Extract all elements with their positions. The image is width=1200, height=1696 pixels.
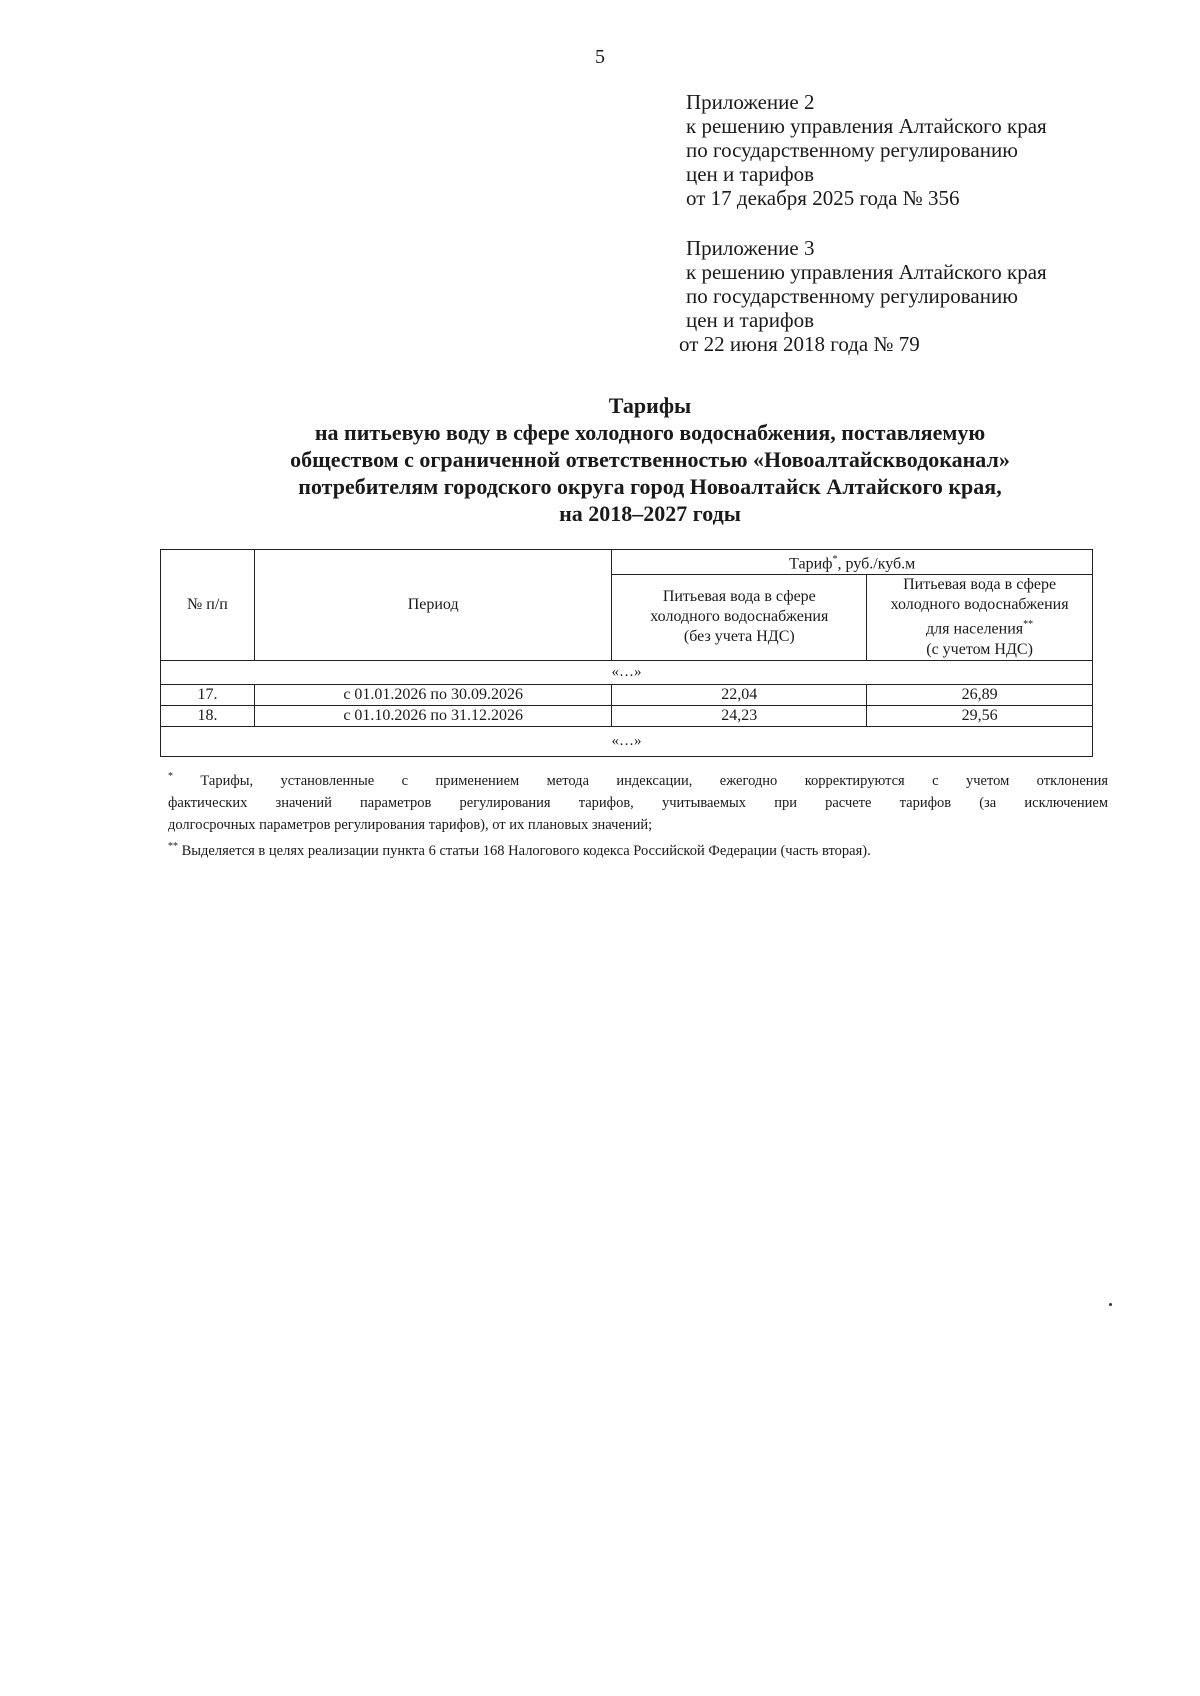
footnote-mark: * [832, 554, 838, 565]
cell-tariff-without-vat: 22,04 [612, 684, 867, 705]
footnote-text: Выделяется в целях реализации пункта 6 статьи 168 Налогового кодекса Российской Федерации (часть вторая). [181, 842, 871, 859]
subheader-line [871, 615, 1088, 639]
footnote-mark: * [168, 771, 173, 782]
tariff-unit: , руб./куб.м [837, 555, 916, 573]
cell-tariff-without-vat: 24,23 [612, 705, 867, 726]
header-tariff [612, 550, 1093, 575]
annex-2-line: к решению управления Алтайского края [686, 114, 1047, 138]
cell-tariff-with-vat: 26,89 [867, 684, 1093, 705]
title-line: потребителям городского округа город Новоалтайск Алтайского края, [298, 474, 1002, 499]
annex-3-line: по государственному регулированию [686, 284, 1018, 308]
title-line: обществом с ограниченной ответственностью «Новоалтайскводоканал» [290, 447, 1010, 472]
annex-3-header [679, 236, 1047, 356]
footnote-1-line: фактических значений параметров регулирования тарифов, учитываемых при расчете тарифов (за исключением [168, 794, 1108, 811]
subheader-line: Питьевая вода в сфере [903, 576, 1057, 594]
cell-number: 18. [161, 705, 255, 726]
title-line: на питьевую воду в сфере холодного водоснабжения, поставляемую [314, 420, 986, 445]
scan-speck [1109, 1303, 1112, 1306]
subheader-text: для населения [926, 620, 1024, 638]
cell-tariff-with-vat: 29,56 [867, 705, 1093, 726]
footnote-1-line [168, 766, 1108, 792]
table-row [161, 705, 1093, 726]
footnote-2 [168, 836, 1108, 862]
ellipsis-cell: «…» [161, 660, 1093, 684]
cell-number: 17. [161, 684, 255, 705]
annex-2-line: от 17 декабря 2025 года № 356 [686, 186, 960, 210]
annex-2-line: цен и тарифов [686, 162, 815, 186]
table-row-ellipsis [161, 726, 1093, 756]
ellipsis-cell: «…» [161, 726, 1093, 756]
table-header-row [161, 550, 1093, 575]
footnotes [168, 766, 1108, 862]
subheader-line: (с учетом НДС) [926, 640, 1033, 658]
header-with-vat [867, 575, 1093, 660]
cell-period: с 01.01.2026 по 30.09.2026 [254, 684, 612, 705]
annex-2-line: по государственному регулированию [686, 138, 1018, 162]
subheader-line: холодного водоснабжения [890, 596, 1069, 614]
footnote-text: Тарифы, установленные с применением метода индексации, ежегодно корректируются с учетом отклонения [200, 772, 1108, 789]
tariff-label: Тариф [789, 555, 833, 573]
annex-2-header [686, 90, 1047, 210]
footnote-mark: ** [1023, 619, 1034, 631]
subheader-line: (без учета НДС) [683, 628, 795, 646]
annex-3-line: к решению управления Алтайского края [686, 260, 1047, 284]
footnote-1-line: долгосрочных параметров регулирования тарифов), от их плановых значений; [168, 816, 653, 833]
table-row-ellipsis [161, 660, 1093, 684]
subheader-line: холодного водоснабжения [650, 608, 829, 626]
annex-3-line: Приложение 3 [686, 236, 815, 260]
document-title [0, 392, 1200, 527]
table-row [161, 684, 1093, 705]
header-period: Период [254, 550, 612, 661]
cell-period: с 01.10.2026 по 31.12.2026 [254, 705, 612, 726]
tariff-table [160, 549, 1093, 757]
annex-3-line: цен и тарифов [686, 308, 815, 332]
title-line: на 2018–2027 годы [559, 501, 741, 526]
page-number: 5 [595, 46, 605, 68]
subheader-line: Питьевая вода в сфере [662, 588, 816, 606]
header-number: № п/п [161, 550, 255, 661]
annex-3-line: от 22 июня 2018 года № 79 [679, 332, 920, 356]
title-line: Тарифы [608, 393, 692, 418]
annex-2-line: Приложение 2 [686, 90, 815, 114]
header-without-vat [612, 575, 867, 660]
footnote-mark: ** [168, 840, 178, 852]
